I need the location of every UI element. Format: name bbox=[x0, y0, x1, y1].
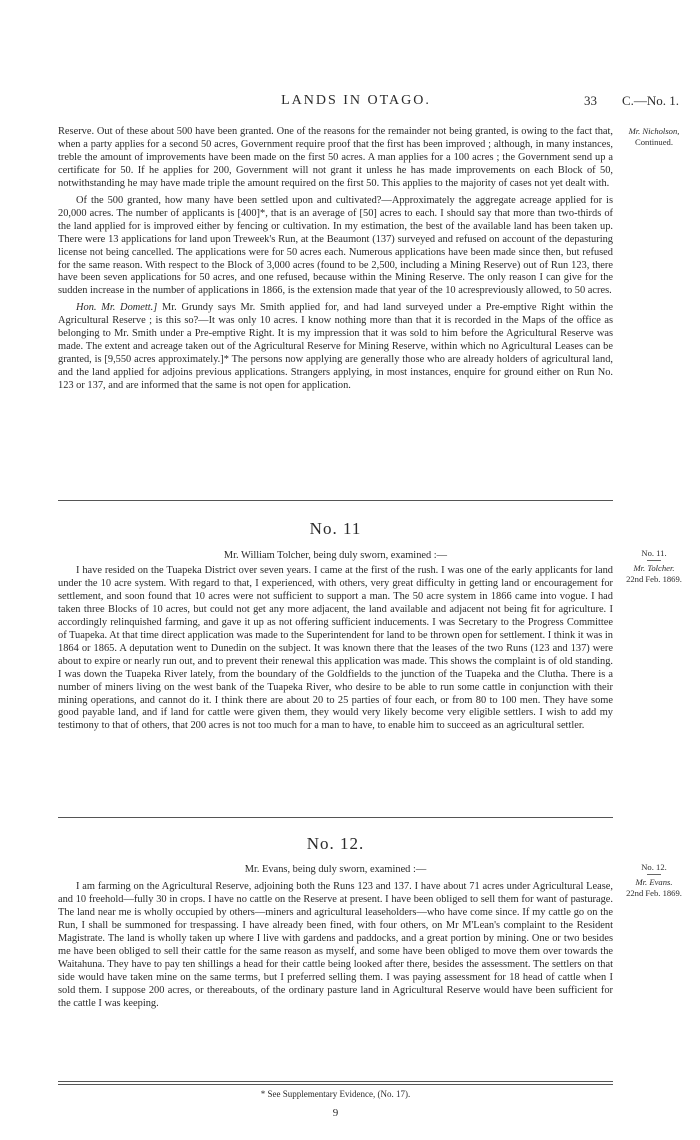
margin-date: 22nd Feb. 1869. bbox=[626, 574, 682, 584]
section-divider bbox=[58, 500, 613, 501]
intro-paragraph-3 bbox=[58, 302, 613, 393]
margin-number: No. 11. bbox=[641, 548, 667, 558]
evidence-paragraph: I am farming on the Agricultural Reserve, adjoining both the Runs 123 and 137. I have about 71 acres under Agricultural Lease, and 10 freehold—fully 30 in crops. I have no cattle on the Reserve at present. I have been obliged to sell them for want of pasturage. The land near me is wholly occupied by others—miners and agricultural leaseholders—who have come since. If my cattle go on the Run, I shall be summoned for trespassing. I have already been fined, with four others, on Mr M'Lean's complaint to the Resident Magistrate. The land is wholly taken up where I live with gardens and paddocks, and a great portion by mining. One or two besides me have been obliged to sell their cattle for the same reason as myself, and some have been obliged to move them over towards the Waitahuna. They have to pay ten shillings a head for their cattle being looked after there, besides the assessment. The settlers on that side would have taken mine on the same terms, but I preferred selling them. I was paying assessment for 18 head of cattle when I sold them. I suppose 200 acres, or thereabouts, of the ordinary pasture land in Agricultural Reserve would have been sufficient for the cattle I was keeping. bbox=[58, 881, 613, 1009]
speaker-label: Hon. Mr. Domett.] bbox=[76, 302, 158, 314]
section-heading-no11: No. 11 bbox=[309, 519, 362, 538]
margin-rule bbox=[647, 874, 661, 875]
margin-witness-name: Mr. Nicholson, bbox=[628, 126, 680, 136]
margin-date: 22nd Feb. 1869. bbox=[626, 888, 682, 898]
intro-paragraph-2: Of the 500 granted, how many have been settled upon and cultivated?—Approximately the aggregate acreage applied for is 20,000 acres. The number of applicants is [400]*, that is an average of [50] acres to each. I should say that more than two-thirds of the land applied for is improved either by fencing or cultivation. In my estimation, the best of the available land has been taken up. There were 13 applications for land upon Treweek's Run, at the Beaumont (137) surveyed and refused on account of the depasturing license not being cancelled. The applications were for 50 acres each. Numerous applications have been made since then, but refused for the same reason. With respect to the Block of 3,000 acres (found to be 2,500, including a Mining Reserve) out of Run 123, there have been seven applications for 50 acres, and one refused, because within the Mining Reserve. The only reason I can give for the sudden increase in the number of applications in 1866, is the extension made that year of the 10 acrespreviously allowed, to 50 acres. bbox=[58, 194, 613, 297]
margin-continued: Continued. bbox=[635, 137, 673, 147]
margin-note-no12 bbox=[612, 862, 696, 899]
section-heading-no12: No. 12. bbox=[306, 834, 365, 853]
intro-evidence bbox=[58, 126, 613, 397]
intro-paragraph-3-text: Mr. Grundy says Mr. Smith applied for, and had land surveyed under a Pre-emptive Right within the Agricultural Reserve ; is this so?—It was only 10 acres. I know nothing more than that it is recorded in the Maps of the office as belonging to Mr. Smith under a Pre-emptive Right. It is my impression that it was sold to him before the Agricultural Reserve was made. The extent and acreage taken out of the Agricultural Reserve for Mining Reserve, within which no Agricultural Leases can be granted, is [9,550 acres approximately.]* The persons now applying are generally those who are already holders of agricultural land, and the land applied for adjoins previous applications. Strangers applying, in most instances, enquire for ground either on Run No. 123 or 137, and are informed that the same is not open for application. bbox=[58, 302, 613, 392]
footnote: * See Supplementary Evidence, (No. 17). bbox=[260, 1089, 411, 1099]
margin-note-no11 bbox=[612, 548, 696, 585]
paper-reference: C.—No. 1. bbox=[622, 93, 680, 108]
witness-sworn-no12: Mr. Evans, being duly sworn, examined :— bbox=[244, 864, 427, 875]
section-divider bbox=[58, 817, 613, 818]
intro-paragraph-1: Reserve. Out of these about 500 have been granted. One of the reasons for the remainder not being granted, is owing to the fact that, when a party applies for a second 50 acres, Government require proof that the first has been improved ; although, in many instances, treble the amount of improvements have been made on the first 50 acres. A man applies for a 100 acres ; the Government send up a certificate for 50. If he applies for 200, Government will not grant it unless he has made improvements on each Block of 50, notwithstanding he may have made triple the amount required on the first 50. This applies to the majority of cases not yet dealt with. bbox=[58, 126, 613, 189]
margin-witness-name: Mr. Tolcher. bbox=[633, 563, 675, 573]
margin-rule bbox=[647, 560, 661, 561]
evidence-paragraph: I have resided on the Tuapeka District over seven years. I came at the first of the rush. I was one of the early applicants for land under the 10 acre system. With regard to that, I experienced, with others, very great difficulty in getting land or encouragement for settlement, and soon found that 10 acres were not sufficient to support a man. The 50 acre system in 1866 came into vogue. I had taken three Blocks of 10 acres, but could not get any more adjacent, the land available and adjacent not being fit for agriculture. I accordingly relinquished farming, and gave it up as not offering sufficient inducements. I was Secretary to the Progress Committee of Tuapeka. At that time direct application was made to the Superintendent for land to be thrown open for settlement. I think it was in 1864 or 1865. A deputation went to Dunedin on the subject. It was known there that the leases of the two Runs (123 and 137) were about to expire or nearly run out, and to prevent their renewal this application was made. This shows the complaint is of old standing. I was down the Tuapeka River lately, from the boundary of the Goldfields to the junction of the Tuapeka and the Cluthа. There is a number of miners living on the west bank of the Tuapeka River, who desire to be able to run some cattle in conjunction with their mining operations, and cannot do it. I think there are about 20 to 25 parties of four each, or from 80 to 100 men. They have some good payable land, and if land for cattle were given them, they would very likely become very eligible settlers. I wish to add my testimony to that of others, that 200 acres is not too much for a man to have, to enable him to succeed as an agricultural settler. bbox=[58, 565, 614, 732]
evidence-no11 bbox=[58, 565, 613, 737]
margin-witness-name: Mr. Evans. bbox=[635, 877, 673, 887]
page-number: 33 bbox=[584, 93, 597, 108]
page-header bbox=[56, 93, 692, 113]
margin-number: No. 12. bbox=[641, 862, 667, 872]
margin-note-nicholson bbox=[612, 126, 696, 148]
evidence-no12 bbox=[58, 881, 613, 1015]
folio-number: 9 bbox=[332, 1107, 339, 1119]
footnote-divider bbox=[58, 1084, 613, 1085]
footnote-divider bbox=[58, 1081, 613, 1082]
witness-sworn-no11: Mr. William Tolcher, being duly sworn, examined :— bbox=[223, 550, 448, 561]
page-title: LANDS IN OTAGO. bbox=[281, 93, 431, 108]
